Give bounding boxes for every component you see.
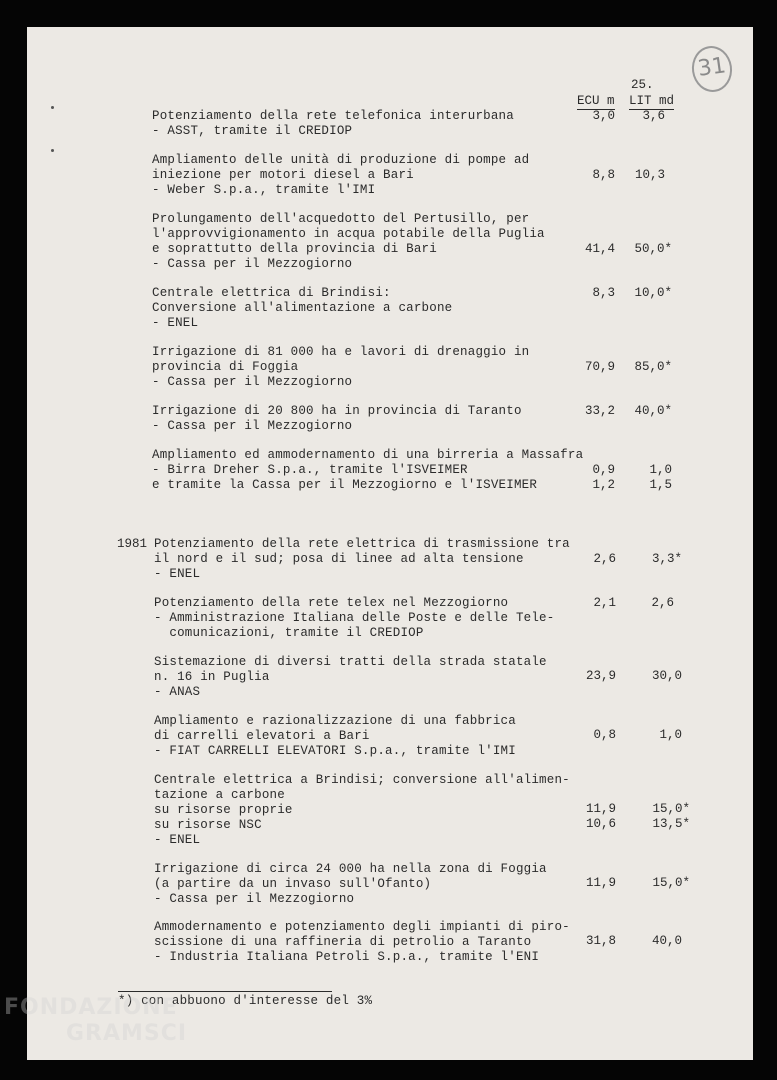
entry-text: - ANAS [154,685,201,699]
entry-text: Potenziamento della rete telex nel Mezzogiorno [154,596,509,610]
entry-text: - Cassa per il Mezzogiorno [152,419,353,433]
col1-header: ECU m [577,94,615,108]
entry-text: il nord e il sud; posa di linee ad alta tensione [154,552,524,566]
entry-text: - Cassa per il Mezzogiorno [152,257,353,271]
value-lit: 2,6 [651,596,674,610]
value-ecu: 2,1 [593,596,616,610]
entry-text: Irrigazione di 20 800 ha in provincia di Taranto [152,404,522,418]
entry-text: - Weber S.p.a., tramite l'IMI [152,183,376,197]
page-number-stamp: 31 [689,43,735,94]
value-ecu: 8,8 [592,168,615,182]
entry-text: e tramite la Cassa per il Mezzogiorno e l'ISVEIMER [152,478,538,492]
value-lit: 15,0* [652,876,690,890]
col2-header-top: 25. [631,78,654,92]
watermark-logo [4,995,187,1047]
entry-text: l'approvvigionamento in acqua potabile della Puglia [152,227,545,241]
value-lit: 10,3 [634,168,665,182]
value-lit: 30,0 [651,669,682,683]
entry-text: - Cassa per il Mezzogiorno [152,375,353,389]
footnote: *) con abbuono d'interesse del 3% [118,994,373,1008]
value-lit: 1,0 [649,463,672,477]
speck [51,149,54,152]
watermark-line2: GRAMSCI [66,1021,188,1046]
entry-text: - Cassa per il Mezzogiorno [154,892,355,906]
value-lit: 40,0* [634,404,672,418]
value-ecu: 23,9 [585,669,616,683]
value-lit: 13,5* [652,817,690,831]
entry-text: Irrigazione di 81 000 ha e lavori di drenaggio in [152,345,530,359]
entry-text: - Birra Dreher S.p.a., tramite l'ISVEIMER [152,463,468,477]
entry-text: - ENEL [154,567,201,581]
speck [51,106,54,109]
value-ecu: 0,9 [592,463,615,477]
value-ecu: 41,4 [584,242,615,256]
entry-text: Sistemazione di diversi tratti della strada statale [154,655,547,669]
entry-text: Ampliamento e razionalizzazione di una fabbrica [154,714,516,728]
value-lit: 40,0 [651,934,682,948]
value-lit: 3,6 [642,109,665,123]
value-lit: 85,0* [634,360,672,374]
col2-header: LIT md [629,94,675,108]
value-ecu: 33,2 [584,404,615,418]
entry-text: - Amministrazione Italiana delle Poste e delle Tele- [154,611,555,625]
entry-text: - ENEL [154,833,201,847]
value-ecu: 11,9 [585,802,616,816]
value-ecu: 70,9 [584,360,615,374]
entry-text: Irrigazione di circa 24 000 ha nella zona di Foggia [154,862,547,876]
entry-text: Potenziamento della rete elettrica di trasmissione tra [154,537,570,551]
entry-text: Ampliamento delle unità di produzione di pompe ad [152,153,530,167]
value-lit: 1,0 [659,728,682,742]
value-ecu: 31,8 [585,934,616,948]
entry-text: Ammodernamento e potenziamento degli impianti di piro- [154,920,570,934]
entry-text: - ENEL [152,316,199,330]
entry-text: iniezione per motori diesel a Bari [152,168,414,182]
entry-text: su risorse proprie [154,803,293,817]
entry-text: tazione a carbone [154,788,285,802]
entry-text: scissione di una raffineria di petrolio a Taranto [154,935,532,949]
entry-text: - Industria Italiana Petroli S.p.a., tramite l'ENI [154,950,540,964]
entry-text: Prolungamento dell'acquedotto del Pertusillo, per [152,212,530,226]
entry-text: su risorse NSC [154,818,262,832]
value-ecu: 3,0 [592,109,615,123]
entry-text: Conversione all'alimentazione a carbone [152,301,453,315]
entry-text: e soprattutto della provincia di Bari [152,242,437,256]
entry-text: Potenziamento della rete telefonica interurbana [152,109,514,123]
value-ecu: 2,6 [593,552,616,566]
value-lit: 50,0* [634,242,672,256]
entry-text: comunicazioni, tramite il CREDIOP [154,626,424,640]
value-lit: 10,0* [634,286,672,300]
entry-text: n. 16 in Puglia [154,670,270,684]
value-lit: 15,0* [652,802,690,816]
entry-text: Centrale elettrica a Brindisi; conversione all'alimen- [154,773,570,787]
value-ecu: 10,6 [585,817,616,831]
entry-text: provincia di Foggia [152,360,299,374]
entry-text: - FIAT CARRELLI ELEVATORI S.p.a., tramite l'IMI [154,744,516,758]
entry-text: di carrelli elevatori a Bari [154,729,370,743]
value-ecu: 0,8 [593,728,616,742]
value-ecu: 1,2 [592,478,615,492]
watermark-line1: FONDAZIONE [4,995,178,1020]
entry-text: (a partire da un invaso sull'Ofanto) [154,877,432,891]
entry-text: Centrale elettrica di Brindisi: [152,286,391,300]
value-ecu: 11,9 [585,876,616,890]
entry-text: - ASST, tramite il CREDIOP [152,124,353,138]
footnote-rule [118,991,332,992]
value-lit: 3,3* [651,552,682,566]
year-label: 1981 [117,537,148,551]
value-ecu: 8,3 [592,286,615,300]
entry-text: Ampliamento ed ammodernamento di una birreria a Massafra [152,448,584,462]
value-lit: 1,5 [649,478,672,492]
